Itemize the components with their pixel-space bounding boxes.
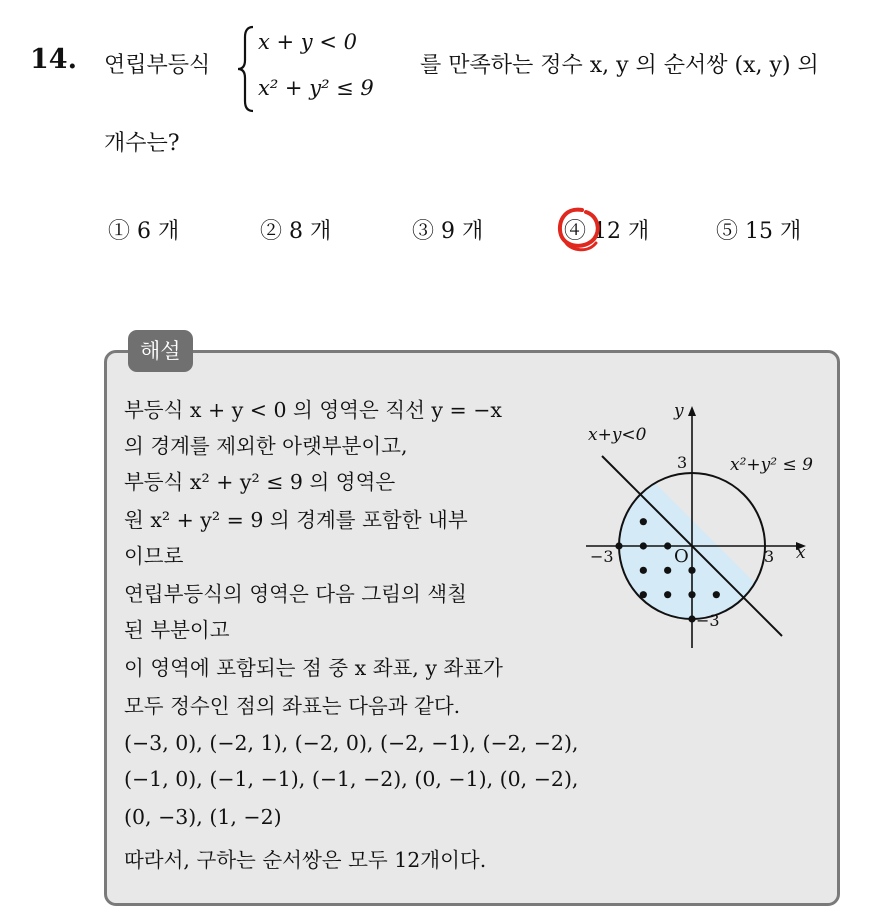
choice-text: 12 개 xyxy=(593,219,650,244)
choice-5[interactable] xyxy=(716,214,801,245)
lattice-point xyxy=(664,567,671,574)
y-axis-label: y xyxy=(674,401,684,421)
lattice-point xyxy=(640,591,647,598)
inequality-1: x + y < 0 xyxy=(258,30,357,54)
solution-line: 연립부등식의 영역은 다음 그림의 색칠 xyxy=(124,582,467,606)
lattice-point xyxy=(664,542,671,549)
solution-line: 이므로 xyxy=(124,544,184,568)
solution-tag: 해설 xyxy=(128,330,193,372)
line-label: x+y<0 xyxy=(588,425,647,445)
tick-label-neg3-left: −3 xyxy=(590,547,614,566)
system-brace xyxy=(236,24,256,114)
solution-line: 모두 정수인 점의 좌표는 다음과 같다. xyxy=(124,694,461,718)
choice-text: 9 개 xyxy=(441,219,484,244)
answer-circle-mark xyxy=(552,203,604,255)
solution-line: 따라서, 구하는 순서쌍은 모두 12개이다. xyxy=(124,848,487,872)
solution-line: 부등식 x² + y² ≤ 9 의 영역은 xyxy=(124,470,396,494)
choice-2[interactable] xyxy=(260,214,331,245)
tick-label-neg3-bottom: −3 xyxy=(696,611,720,630)
lattice-point xyxy=(640,542,647,549)
lattice-point xyxy=(688,567,695,574)
solution-line: 원 x² + y² = 9 의 경계를 포함한 내부 xyxy=(124,508,468,532)
solution-line: 된 부분이고 xyxy=(124,618,230,642)
choice-text: 15 개 xyxy=(745,219,802,244)
lattice-point xyxy=(640,518,647,525)
lattice-point xyxy=(664,591,671,598)
choice-text: 6 개 xyxy=(137,219,180,244)
lattice-point xyxy=(688,615,695,622)
choice-number: ② xyxy=(260,219,283,244)
question-line-2: 개수는? xyxy=(104,131,180,156)
answer-choices xyxy=(0,214,884,250)
solution-line: 부등식 x + y < 0 의 영역은 직선 y = −x xyxy=(124,398,502,422)
solution-line: (−3, 0), (−2, 1), (−2, 0), (−2, −1), (−2, −2), xyxy=(124,731,579,755)
x-axis-label: x xyxy=(796,543,806,563)
solution-line: (0, −3), (1, −2) xyxy=(124,805,282,829)
lattice-point xyxy=(713,591,720,598)
choice-3[interactable] xyxy=(412,214,483,245)
lattice-point xyxy=(615,542,622,549)
choice-text: 8 개 xyxy=(289,219,332,244)
inequality-graph xyxy=(578,392,830,654)
solution-line: (−1, 0), (−1, −1), (−1, −2), (0, −1), (0, −2), xyxy=(124,767,579,791)
y-axis-arrow xyxy=(688,406,696,416)
inequality-2: x² + y² ≤ 9 xyxy=(258,76,374,100)
choice-number: ⑤ xyxy=(716,219,739,244)
tick-label-3-top: 3 xyxy=(677,453,688,472)
choice-number: ① xyxy=(108,219,131,244)
lattice-point xyxy=(640,567,647,574)
solution-line: 의 경계를 제외한 아랫부분이고, xyxy=(124,434,408,458)
tick-label-3-right: 3 xyxy=(764,547,775,566)
question-number: 14. xyxy=(30,44,77,75)
solution-line: 이 영역에 포함되는 점 중 x 좌표, y 좌표가 xyxy=(124,656,503,680)
question-lead: 연립부등식 xyxy=(104,53,211,78)
question-tail: 를 만족하는 정수 x, y 의 순서쌍 (x, y) 의 xyxy=(420,53,819,78)
circle-label: x²+y² ≤ 9 xyxy=(730,455,813,475)
origin-label: O xyxy=(674,546,689,567)
choice-number: ③ xyxy=(412,219,435,244)
lattice-point xyxy=(688,591,695,598)
choice-1[interactable] xyxy=(108,214,179,245)
choice-number: ④ xyxy=(564,219,587,244)
